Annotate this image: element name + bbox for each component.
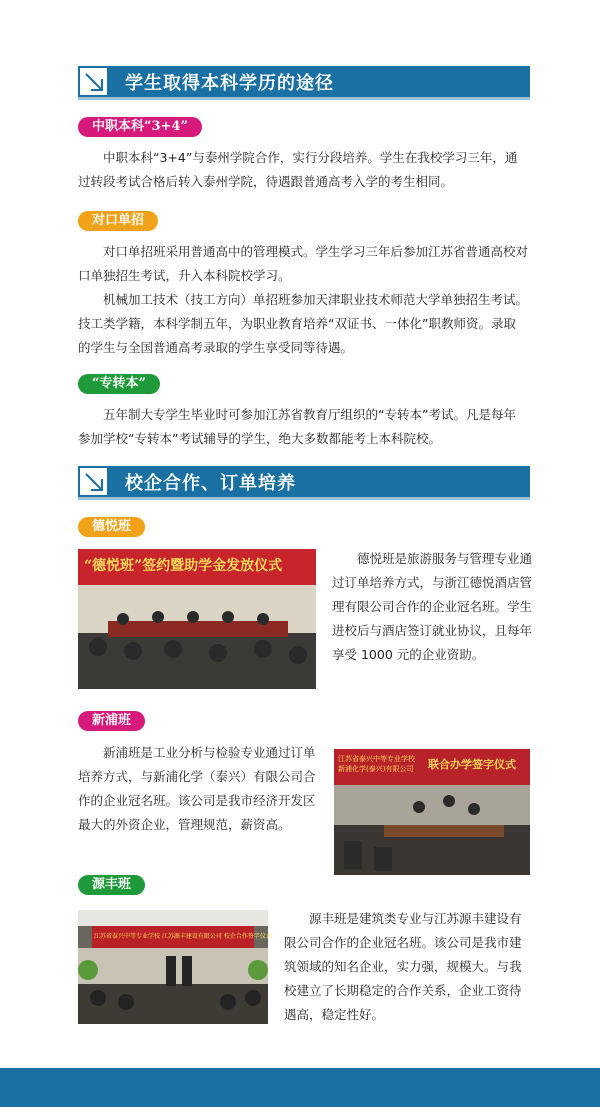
paragraph-xinpu: 新浦班是工业分析与检验专业通过订单培养方式，与新浦化学（泰兴）有限公司合作的企业冠名班。该公司是我市经济开发区最大的外资企业，管理规范，薪资高。 <box>78 745 316 832</box>
paragraph-duikou: 对口单招班采用普通高中的管理模式。学生学习三年后参加江苏省普通高校对口单独招生考试，升入本科院校学习。 <box>78 244 529 283</box>
photo-banner-text: 江苏省泰兴中等专业学校 江苏源丰建设有限公司 校企合作签字仪式 <box>94 933 272 940</box>
photo-banner-text: “德悦班”签约暨助学金发放仪式 <box>84 558 283 574</box>
paragraph-zhuanzhuanben: 五年制大专学生毕业时可参加江苏省教育厅组织的“专转本”考试。凡是每年参加学校“专转本”考试辅导的学生，绝大多数都能考上本科院校。 <box>78 407 516 446</box>
paragraph-tianjin: 机械加工技术（技工方向）单招班参加天津职业技术师范大学单独招生考试。技工类学籍，本科学制五年，为职业教育培养“双证书、一体化”职教师资。录取的学生与全国普通高考录取的学生享受同等待遇。 <box>78 292 529 355</box>
photo-deyue-ceremony <box>78 549 316 689</box>
footer-bar <box>0 1068 600 1107</box>
tag-yuanfeng: 源丰班 <box>78 875 145 895</box>
photo-banner-company: 新浦化学(泰兴)有限公司 <box>338 765 414 773</box>
section-title: 校企合作、订单培养 <box>125 472 296 494</box>
tag-deyue: 德悦班 <box>78 517 145 537</box>
divider <box>78 497 530 500</box>
diagonal-arrow-icon <box>78 466 109 497</box>
photo-xinpu-signing <box>334 749 530 875</box>
paragraph-deyue: 德悦班是旅游服务与管理专业通过订单培养方式，与浙江德悦酒店管理有限公司合作的企业冠名班。学生进校后与酒店签订就业协议，且每年享受 1000 元的企业资助。 <box>332 551 533 662</box>
section-header-bachelor <box>78 66 530 97</box>
photo-banner-school: 江苏省泰兴中等专业学校 <box>338 755 415 763</box>
photo-banner-text: 联合办学签字仪式 <box>428 758 516 771</box>
tag-duikou: 对口单招 <box>78 211 158 231</box>
section-header-cooperation <box>78 466 530 497</box>
diagonal-arrow-icon <box>78 66 109 97</box>
tag-xinpu: 新浦班 <box>78 711 145 731</box>
tag-zhuanzhuanben: “专转本” <box>78 374 160 394</box>
paragraph-yuanfeng: 源丰班是建筑类专业与江苏源丰建设有限公司合作的企业冠名班。该公司是我市建筑领域的知名企业，实力强，规模大。与我校建立了长期稳定的合作关系，企业工资待遇高，稳定性好。 <box>284 911 522 1022</box>
paragraph-3plus4: 中职本科“3+4”与泰州学院合作，实行分段培养。学生在我校学习三年，通过转段考试合格后转入泰州学院，待遇跟普通高考入学的考生相同。 <box>78 150 518 189</box>
photo-yuanfeng-signing <box>78 910 272 1024</box>
section-title: 学生取得本科学历的途径 <box>125 72 334 94</box>
tag-3plus4: 中职本科“3+4” <box>78 117 202 137</box>
divider <box>78 97 530 100</box>
